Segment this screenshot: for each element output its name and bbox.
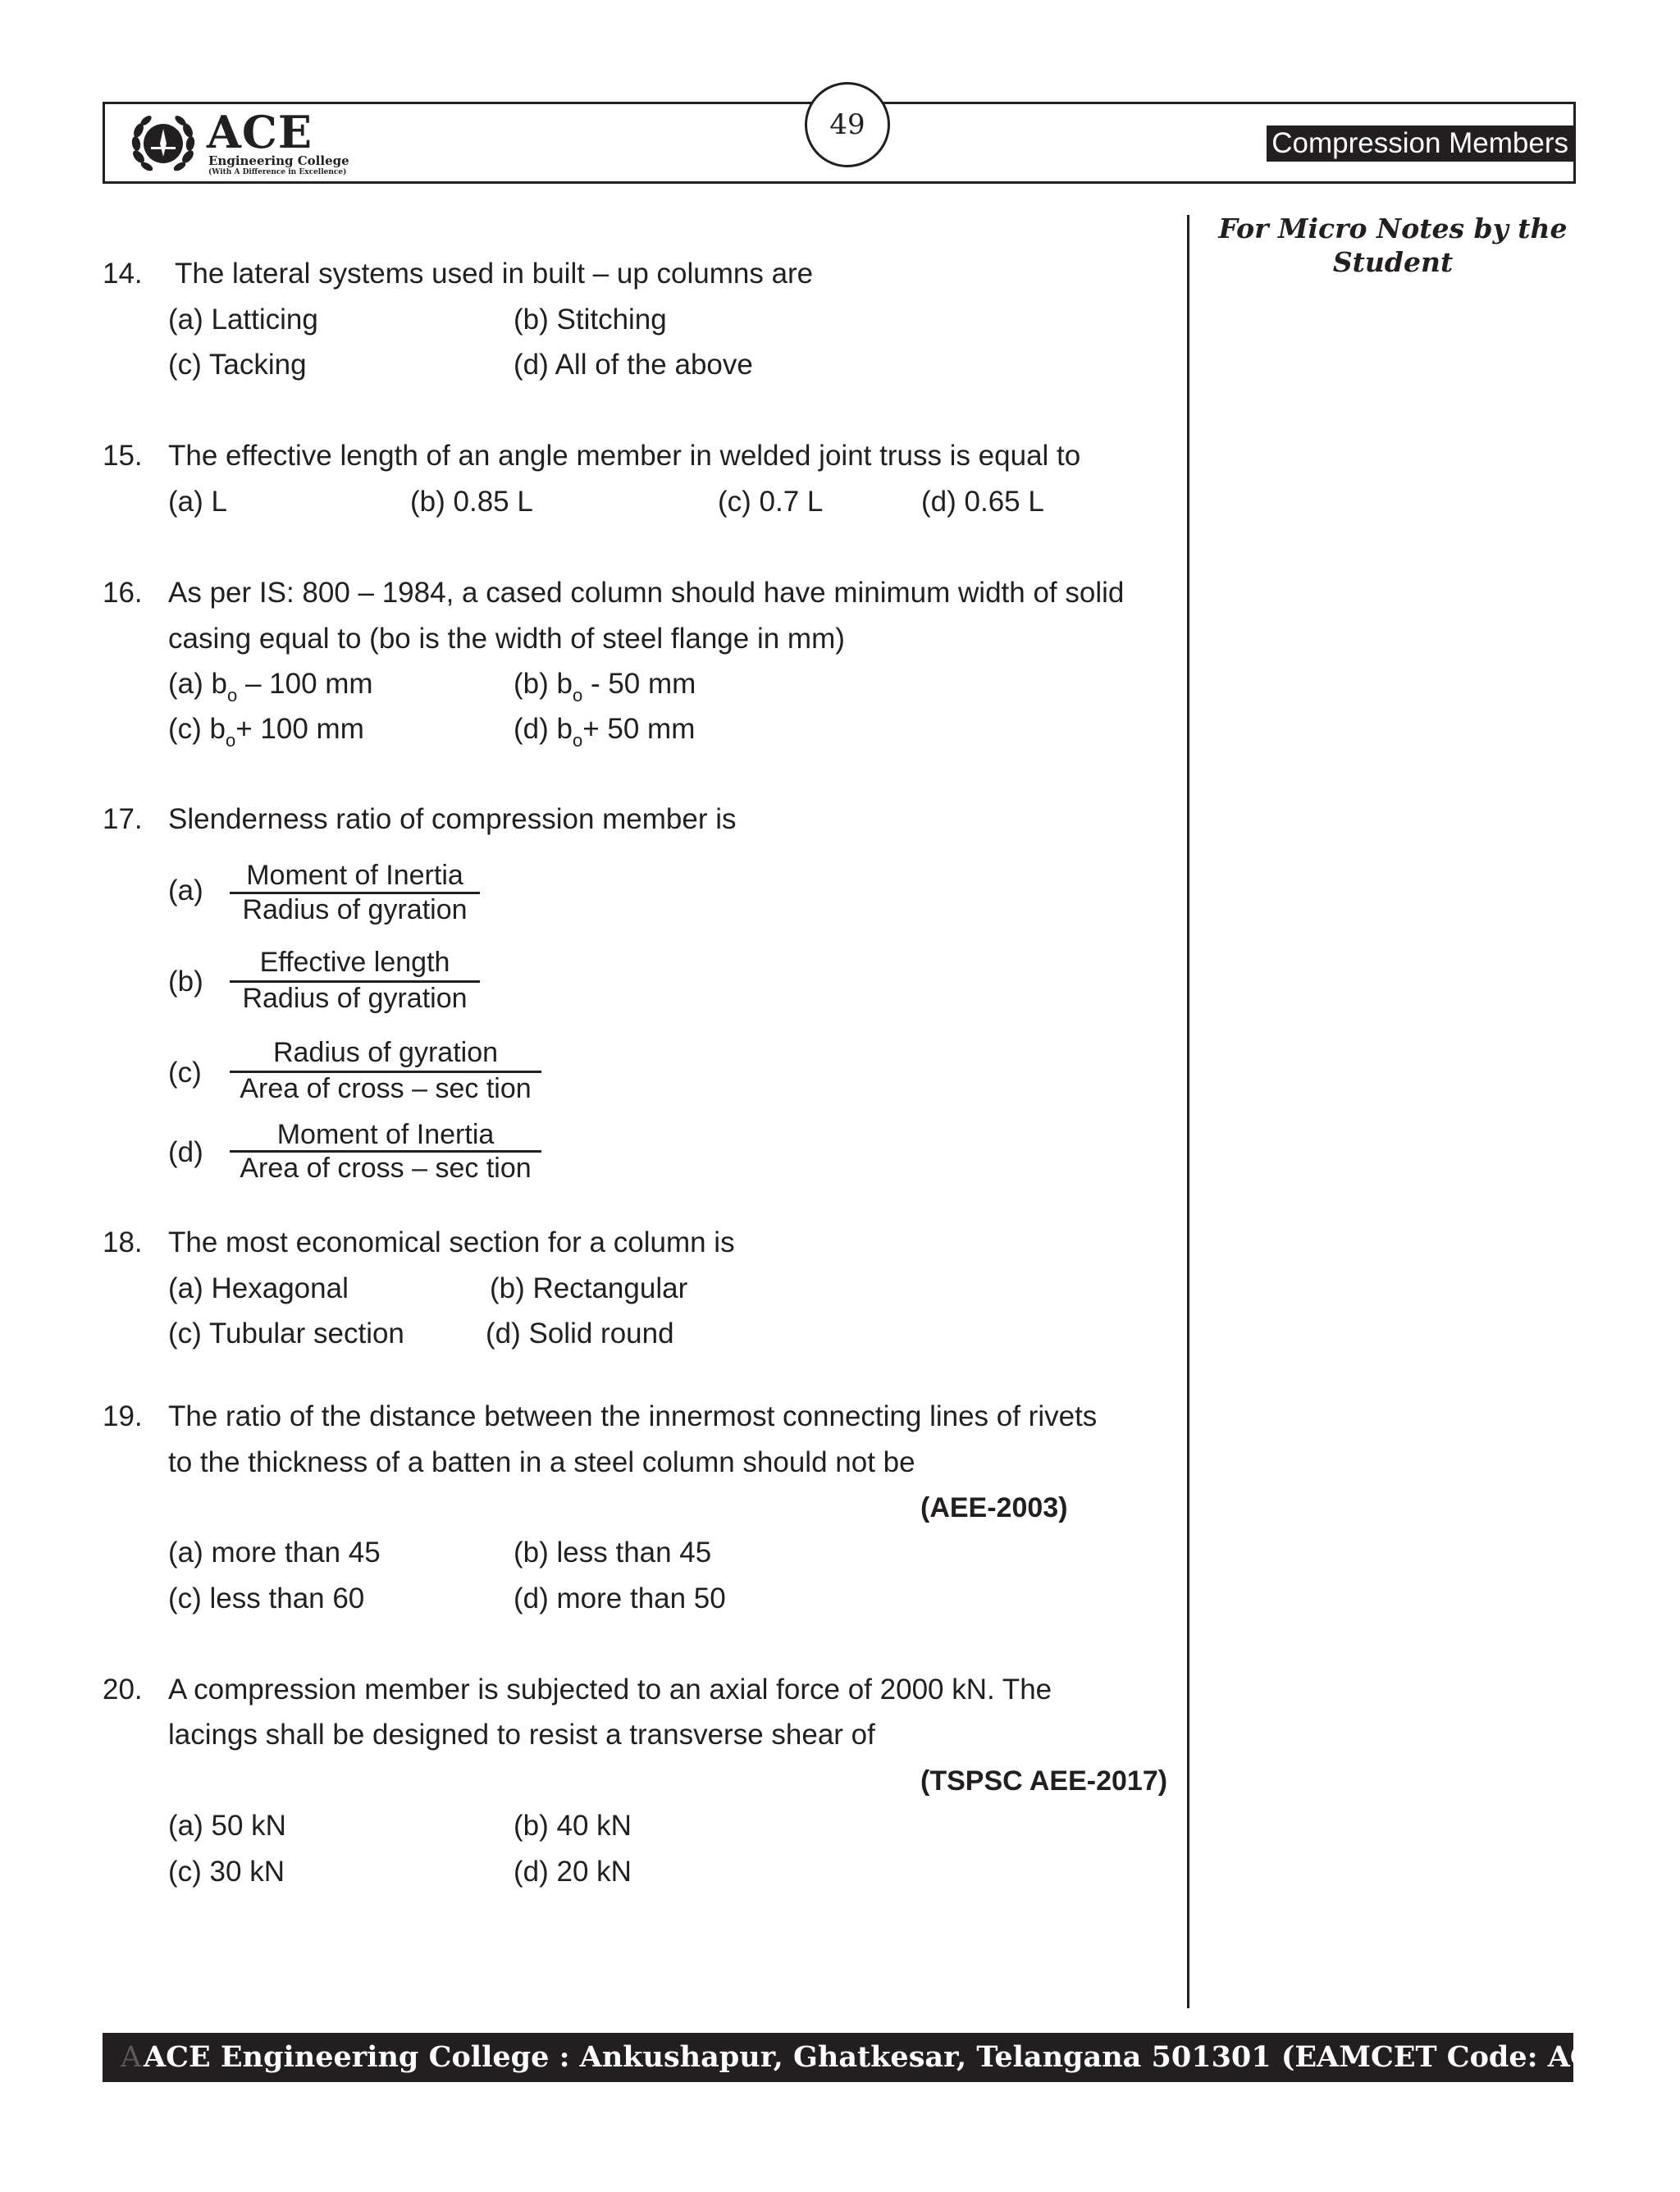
option-c: (c) Tacking bbox=[168, 349, 307, 381]
option-d: (d) 20 kN bbox=[514, 1856, 632, 1888]
logo-subtitle: Engineering College bbox=[208, 153, 349, 168]
question-text-line-1: As per IS: 800 – 1984, a cased column should have minimum width of solid bbox=[168, 577, 1125, 609]
option-b-label: (b) bbox=[168, 966, 203, 998]
denominator: Area of cross – sec tion bbox=[240, 1073, 532, 1104]
option-a-label: (a) bbox=[168, 875, 203, 906]
option-a: (a) Hexagonal bbox=[168, 1272, 349, 1304]
notes-divider bbox=[1187, 215, 1189, 2008]
option-b: (b) 40 kN bbox=[514, 1810, 632, 1842]
denominator: Radius of gyration bbox=[242, 894, 468, 925]
option-a: (a) 50 kN bbox=[168, 1810, 286, 1842]
question-text-line-2: lacings shall be designed to resist a transverse shear of bbox=[168, 1719, 875, 1751]
question-text-line-1: The ratio of the distance between the innermost connecting lines of rivets bbox=[168, 1400, 1098, 1432]
option-d-label: (d) bbox=[168, 1136, 203, 1168]
question-text-line-1: A compression member is subjected to an axial force of 2000 kN. The bbox=[168, 1674, 1052, 1706]
laurel-emblem-icon bbox=[128, 111, 199, 178]
college-logo bbox=[128, 106, 423, 180]
question-text-line-2: to the thickness of a batten in a steel column should not be bbox=[168, 1446, 915, 1478]
exam-reference: (AEE-2003) bbox=[920, 1492, 1068, 1523]
question-text: The most economical section for a column is bbox=[168, 1226, 735, 1258]
numerator: Radius of gyration bbox=[272, 1037, 499, 1068]
exam-reference: (TSPSC AEE-2017) bbox=[920, 1765, 1168, 1797]
question-text: The lateral systems used in built – up columns are bbox=[175, 258, 814, 290]
page-header bbox=[103, 102, 1576, 184]
option-b-fraction bbox=[230, 947, 480, 1017]
option-d-fraction bbox=[230, 1119, 541, 1188]
option-c: (c) less than 60 bbox=[168, 1582, 365, 1614]
footer-ghost-letter: A bbox=[121, 2041, 142, 2074]
option-b: (b) less than 45 bbox=[514, 1537, 712, 1569]
logo-title: ACE bbox=[207, 106, 313, 158]
option-a: (a) $b_o - 100$ mm bbox=[168, 668, 373, 706]
option-a: (a) more than 45 bbox=[168, 1537, 381, 1569]
option-c-fraction bbox=[230, 1037, 541, 1107]
option-b: (b) Stitching bbox=[514, 304, 667, 336]
option-b: (b) Rectangular bbox=[490, 1272, 688, 1304]
numerator: Effective length bbox=[259, 947, 450, 978]
question-number: 16. bbox=[103, 577, 143, 609]
option-d: (d) 0.65 L bbox=[921, 486, 1044, 518]
micro-notes-heading: For Micro Notes by the Student bbox=[1218, 212, 1568, 278]
page-number: 49 bbox=[805, 82, 890, 167]
question-number: 18. bbox=[103, 1226, 143, 1258]
numerator: Moment of Inertia bbox=[246, 860, 463, 891]
option-c: (c) $b_o+ 100$ mm bbox=[168, 713, 364, 751]
option-d: (d) more than 50 bbox=[514, 1582, 726, 1614]
option-c: (c) 30 kN bbox=[168, 1856, 285, 1888]
option-c-label: (c) bbox=[168, 1057, 202, 1089]
question-text: The effective length of an angle member in welded joint truss is equal to bbox=[168, 440, 1081, 472]
question-number: 19. bbox=[103, 1400, 143, 1432]
option-a: (a) Latticing bbox=[168, 304, 318, 336]
numerator: Moment of Inertia bbox=[276, 1119, 495, 1150]
question-number: 15. bbox=[103, 440, 143, 472]
option-d: (d) $b_o+ 50$ mm bbox=[514, 713, 696, 751]
question-text: Slenderness ratio of compression member is bbox=[168, 803, 737, 835]
denominator: Radius of gyration bbox=[242, 983, 468, 1014]
option-c: (c) Tubular section bbox=[168, 1317, 404, 1349]
question-number: 17. bbox=[103, 803, 143, 835]
option-b: (b) $b_o - 50$ mm bbox=[514, 668, 696, 706]
chapter-title: Compression Members bbox=[1267, 126, 1573, 162]
footer-address: ACE Engineering College : Ankushapur, Ghatkesar, Telangana 501301 (EAMCET Code: ACEG) bbox=[144, 2040, 1653, 2074]
option-d: (d) Solid round bbox=[486, 1317, 674, 1349]
denominator: Area of cross – sec tion bbox=[240, 1153, 532, 1184]
page-footer bbox=[103, 2033, 1653, 2082]
question-number: 14. bbox=[103, 258, 143, 290]
option-d: (d) All of the above bbox=[514, 349, 753, 381]
logo-tagline: (With A Difference in Excellence) bbox=[208, 168, 347, 176]
option-c: (c) 0.7 L bbox=[718, 486, 824, 518]
option-b: (b) 0.85 L bbox=[410, 486, 533, 518]
question-text-line-2: casing equal to (bo is the width of steel flange in mm) bbox=[168, 623, 845, 655]
question-number: 20. bbox=[103, 1674, 143, 1706]
option-a: (a) L bbox=[168, 486, 227, 518]
option-a-fraction bbox=[230, 860, 480, 929]
